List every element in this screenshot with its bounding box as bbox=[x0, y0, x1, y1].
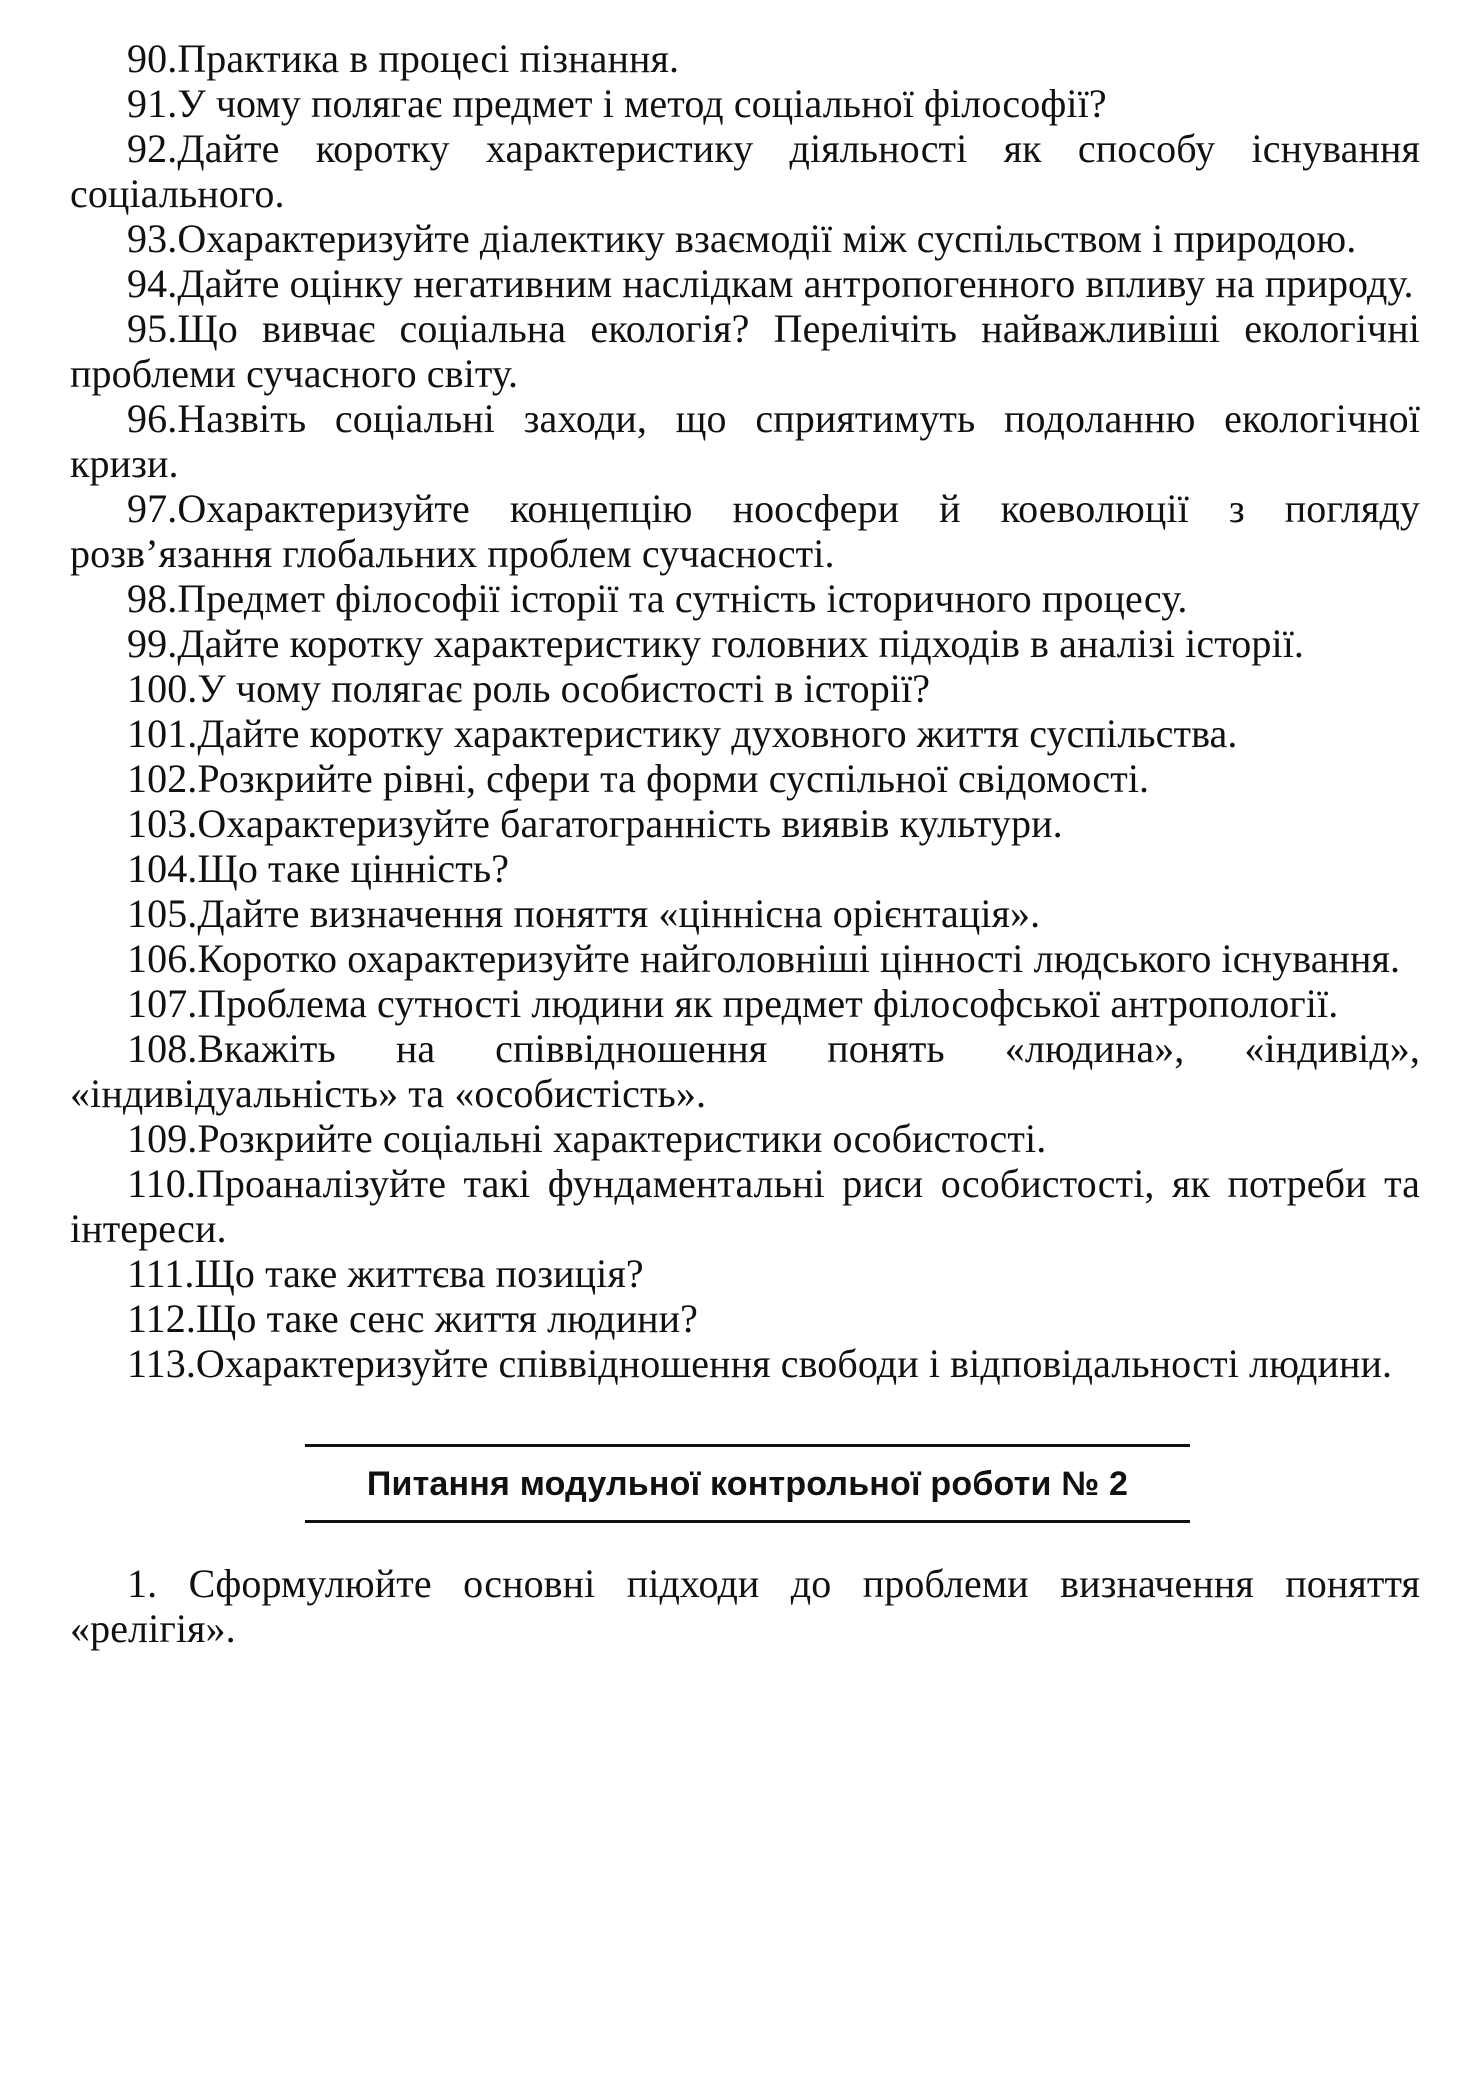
item-number: 109. bbox=[127, 1116, 198, 1161]
item-text: Розкрийте рівні, сфери та форми суспільної свідомості. bbox=[197, 756, 1150, 801]
item-text: Вкажіть на співвідношення понять «людина», «індивід», «індивідуальність» та «особистість». bbox=[70, 1026, 1420, 1116]
item-text: Проблема сутності людини як предмет філософської антропології. bbox=[197, 981, 1339, 1026]
list-item bbox=[70, 126, 1420, 216]
item-text: Дайте коротку характеристику духовного життя суспільства. bbox=[197, 711, 1238, 756]
list-item bbox=[70, 1561, 1420, 1651]
item-text: Охарактеризуйте діалектику взаємодії між суспільством і природою. bbox=[177, 216, 1357, 261]
item-number: 93. bbox=[127, 216, 178, 261]
list-item bbox=[70, 1026, 1420, 1116]
list-item bbox=[70, 396, 1420, 486]
item-number: 104. bbox=[127, 846, 198, 891]
item-text: Охарактеризуйте багатогранність виявів культури. bbox=[197, 801, 1063, 846]
item-number: 101. bbox=[127, 711, 198, 756]
item-number: 91. bbox=[127, 81, 178, 126]
item-number: 1. bbox=[127, 1561, 158, 1606]
item-number: 94. bbox=[127, 261, 178, 306]
item-text: Практика в процесі пізнання. bbox=[177, 36, 680, 81]
item-text: Коротко охарактеризуйте найголовніші цінності людського існування. bbox=[197, 936, 1401, 981]
item-text: Дайте визначення поняття «ціннісна орієнтація». bbox=[197, 891, 1041, 936]
list-item bbox=[70, 621, 1420, 666]
item-number: 107. bbox=[127, 981, 198, 1026]
item-text: Розкрийте соціальні характеристики особистості. bbox=[197, 1116, 1047, 1161]
item-text: У чому полягає предмет і метод соціальної філософії? bbox=[177, 81, 1107, 126]
bottom-divider bbox=[305, 1520, 1190, 1523]
item-text: Що таке цінність? bbox=[197, 846, 510, 891]
item-text: Що таке життєва позиція? bbox=[194, 1251, 644, 1296]
item-number: 112. bbox=[127, 1296, 196, 1341]
list-item bbox=[70, 711, 1420, 756]
document-page bbox=[70, 36, 1420, 1651]
item-text: Предмет філософії історії та сутність історичного процесу. bbox=[177, 576, 1188, 621]
item-number: 92. bbox=[127, 126, 178, 171]
item-text: Дайте оцінку негативним наслідкам антропогенного впливу на природу. bbox=[177, 261, 1414, 306]
item-text: Проаналізуйте такі фундаментальні риси особистості, як потреби та інтереси. bbox=[70, 1161, 1420, 1251]
list-item bbox=[70, 981, 1420, 1026]
item-text: Назвіть соціальні заходи, що сприятимуть подоланню екологічної кризи. bbox=[70, 396, 1420, 486]
list-item bbox=[70, 261, 1420, 306]
list-item bbox=[70, 216, 1420, 261]
list-item bbox=[70, 801, 1420, 846]
list-item bbox=[70, 1341, 1420, 1386]
item-number: 97. bbox=[127, 486, 178, 531]
item-text: Дайте коротку характеристику головних підходів в аналізі історії. bbox=[177, 621, 1305, 666]
section-question-list bbox=[70, 1561, 1420, 1651]
list-item bbox=[70, 306, 1420, 396]
item-number: 96. bbox=[127, 396, 178, 441]
item-number: 106. bbox=[127, 936, 198, 981]
question-list bbox=[70, 36, 1420, 1386]
list-item bbox=[70, 1251, 1420, 1296]
item-number: 102. bbox=[127, 756, 198, 801]
item-number: 103. bbox=[127, 801, 198, 846]
item-number: 105. bbox=[127, 891, 198, 936]
list-item bbox=[70, 936, 1420, 981]
list-item bbox=[70, 846, 1420, 891]
list-item bbox=[70, 666, 1420, 711]
item-number: 98. bbox=[127, 576, 178, 621]
list-item bbox=[70, 576, 1420, 621]
item-text: Охарактеризуйте концепцію ноосфери й коеволюції з погляду розв’язання глобальних проблем сучасності. bbox=[70, 486, 1420, 576]
item-number: 111. bbox=[127, 1251, 195, 1296]
item-number: 100. bbox=[127, 666, 198, 711]
item-number: 90. bbox=[127, 36, 178, 81]
list-item bbox=[70, 1161, 1420, 1251]
item-number: 113. bbox=[127, 1341, 196, 1386]
item-number: 110. bbox=[127, 1161, 196, 1206]
item-text: Що вивчає соціальна екологія? Перелічіть найважливіші екологічні проблеми сучасного світу. bbox=[70, 306, 1420, 396]
item-number: 95. bbox=[127, 306, 178, 351]
list-item bbox=[70, 756, 1420, 801]
list-item bbox=[70, 36, 1420, 81]
item-number: 108. bbox=[127, 1026, 198, 1071]
item-text: Дайте коротку характеристику діяльності як способу існування соціального. bbox=[70, 126, 1420, 216]
item-number: 99. bbox=[127, 621, 178, 666]
item-text: Що таке сенс життя людини? bbox=[195, 1296, 698, 1341]
section-header bbox=[305, 1444, 1190, 1523]
list-item bbox=[70, 486, 1420, 576]
section-title: Питання модульної контрольної роботи № 2 bbox=[366, 1465, 1129, 1503]
list-item bbox=[70, 81, 1420, 126]
list-item bbox=[70, 1296, 1420, 1341]
item-text: Сформулюйте основні підходи до проблеми визначення поняття «релігія». bbox=[70, 1561, 1420, 1651]
list-item bbox=[70, 1116, 1420, 1161]
item-text: У чому полягає роль особистості в історії? bbox=[197, 666, 931, 711]
list-item bbox=[70, 891, 1420, 936]
item-text: Охарактеризуйте співвідношення свободи і відповідальності людини. bbox=[195, 1341, 1393, 1386]
